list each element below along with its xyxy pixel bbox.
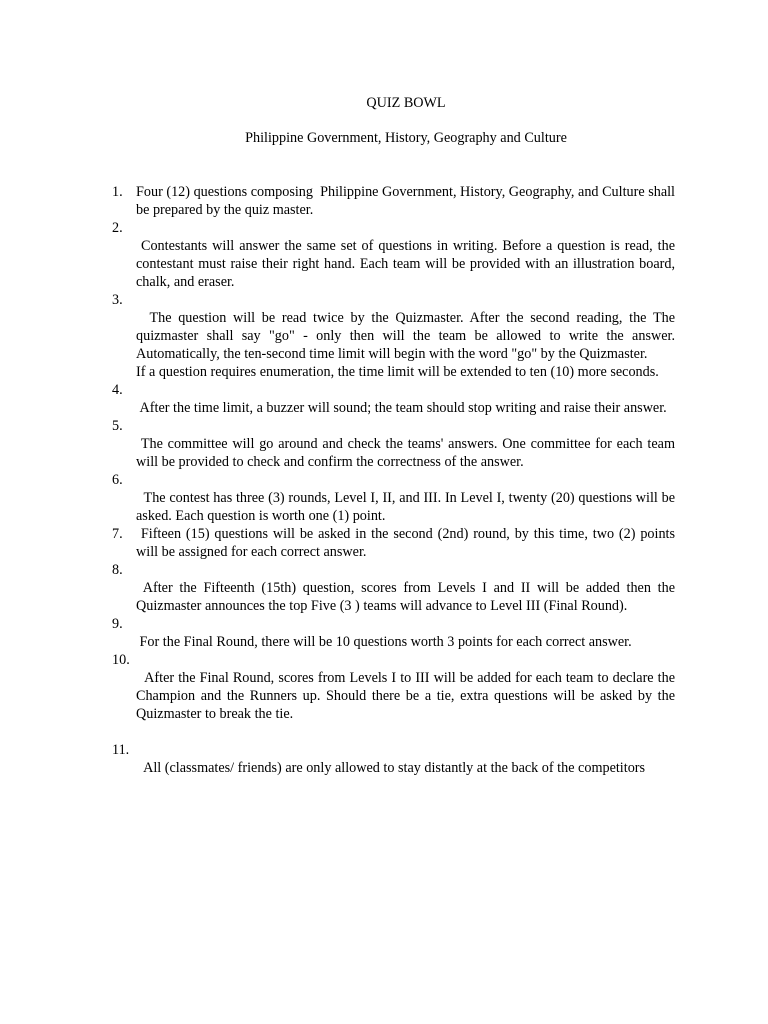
rule-text xyxy=(136,651,679,723)
rule-text xyxy=(136,471,679,525)
rules-list xyxy=(0,183,768,777)
rule-number: 6. xyxy=(112,472,123,488)
rule-text xyxy=(136,615,675,651)
document-title: QUIZ BOWL xyxy=(366,95,446,111)
rule-number: 4. xyxy=(112,382,123,398)
rule-number: 2. xyxy=(112,220,123,236)
rule-number: 10. xyxy=(112,652,130,668)
rule-number: 5. xyxy=(112,418,123,434)
rule-item xyxy=(0,381,768,417)
rule-item xyxy=(0,291,768,381)
rule-paragraph: Four (12) questions composing Philippine Government, History, Geography, and Culture shall be prepared by the quiz master. xyxy=(136,184,679,218)
rule-paragraph: Fifteen (15) questions will be asked in the second (2nd) round, by this time, two (2) points will be assigned for each correct answer. xyxy=(136,526,679,560)
rule-paragraph: For the Final Round, there will be 10 questions worth 3 points for each correct answer. xyxy=(136,634,632,650)
rule-paragraph: After the Final Round, scores from Levels I to III will be added for each team to declare the Champion and the Runners up. Should there be a tie, extra questions will be asked by the Quizmaster to break the tie. xyxy=(136,670,679,722)
rule-text xyxy=(136,561,679,615)
rule-number: 9. xyxy=(112,616,123,632)
rule-paragraph: The contest has three (3) rounds, Level I, II, and III. In Level I, twenty (20) questions will be asked. Each question is worth one (1) point. xyxy=(136,490,679,524)
rule-paragraph: If a question requires enumeration, the time limit will be extended to ten (10) more seconds. xyxy=(136,364,659,380)
rule-text xyxy=(136,219,679,291)
rule-number: 7. xyxy=(112,526,123,542)
rule-item xyxy=(0,741,768,777)
rule-item xyxy=(0,417,768,471)
rule-number: 11. xyxy=(112,742,130,758)
rule-text xyxy=(136,741,675,777)
rule-text xyxy=(136,183,679,219)
rule-paragraph: The committee will go around and check the teams' answers. One committee for each team will be provided to check and confirm the correctness of the answer. xyxy=(136,436,679,470)
rule-item xyxy=(0,651,768,723)
rule-paragraph: After the time limit, a buzzer will sound; the team should stop writing and raise their answer. xyxy=(136,400,667,416)
document-subtitle: Philippine Government, History, Geography and Culture xyxy=(245,130,567,146)
rule-item xyxy=(0,471,768,525)
rule-text xyxy=(136,525,679,561)
rule-item xyxy=(0,525,768,561)
rule-text xyxy=(136,417,679,471)
rule-number: 1. xyxy=(112,184,123,200)
rule-text xyxy=(136,381,675,417)
rule-paragraph: All (classmates/ friends) are only allowed to stay distantly at the back of the competitors xyxy=(136,760,646,776)
rule-item xyxy=(0,183,768,219)
rule-paragraph: The question will be read twice by the Quizmaster. After the second reading, the The quizmaster shall say "go" - only then will the team be allowed to write the answer. Automatically, the ten-second time limit will begin with the word "go" by the Quizmaster. xyxy=(136,310,679,362)
rule-item xyxy=(0,615,768,651)
rule-item xyxy=(0,219,768,291)
rule-item xyxy=(0,561,768,615)
rule-number: 8. xyxy=(112,562,123,578)
rule-number: 3. xyxy=(112,292,123,308)
rule-text xyxy=(136,291,679,381)
rule-paragraph: Contestants will answer the same set of questions in writing. Before a question is read, the contestant must raise their right hand. Each team will be provided with an illustration board, chalk, and eraser. xyxy=(136,238,679,290)
rule-paragraph: After the Fifteenth (15th) question, scores from Levels I and II will be added then the Quizmaster announces the top Five (3 ) teams will advance to Level III (Final Round). xyxy=(136,580,679,614)
